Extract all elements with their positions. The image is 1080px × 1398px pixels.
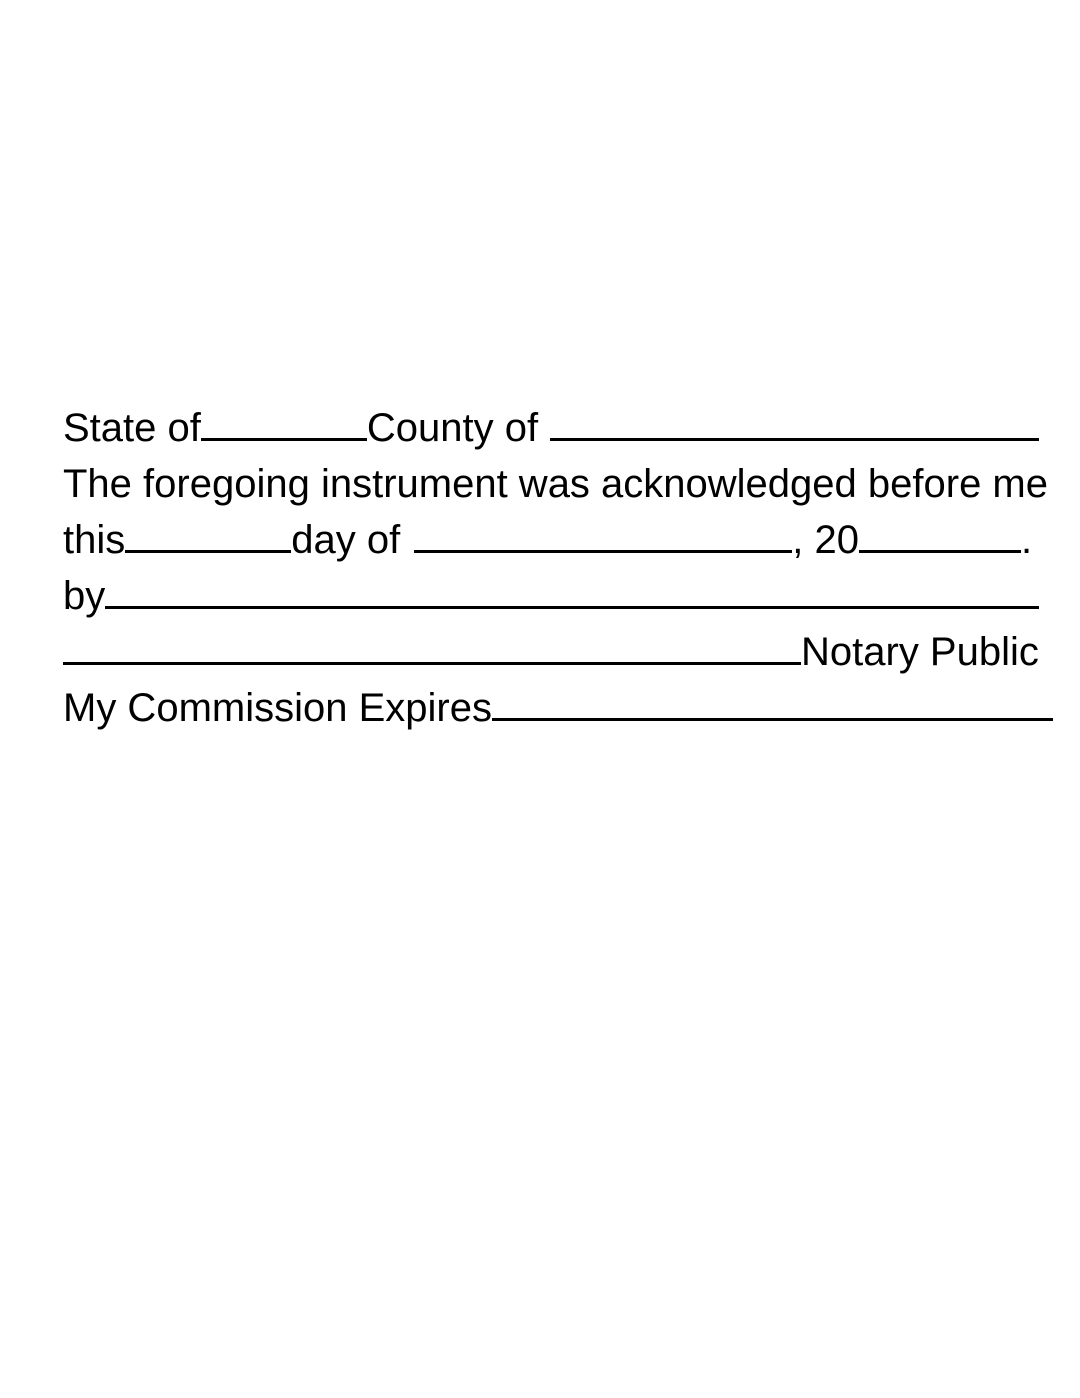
month-blank[interactable] xyxy=(414,512,792,553)
commission-label: My Commission Expires xyxy=(63,686,492,730)
state-blank[interactable] xyxy=(201,400,367,441)
state-label: State of xyxy=(63,406,201,450)
day-blank[interactable] xyxy=(125,512,291,553)
year-blank[interactable] xyxy=(859,512,1021,553)
county-blank[interactable] xyxy=(550,400,1039,441)
acknowledgment-line xyxy=(63,456,1053,512)
notary-signature-blank[interactable] xyxy=(63,624,801,665)
notary-acknowledgment-form xyxy=(63,400,1053,736)
year-prefix: , 20 xyxy=(792,518,859,562)
county-label: County of xyxy=(366,406,539,450)
notary-line xyxy=(63,624,1053,680)
day-of-label: day of xyxy=(291,518,401,562)
commission-expiry-blank[interactable] xyxy=(492,680,1053,721)
notary-public-label: Notary Public xyxy=(801,630,1039,674)
acknowledgment-text: The foregoing instrument was acknowledged before me xyxy=(63,462,1048,506)
period: . xyxy=(1020,518,1033,562)
by-line xyxy=(63,568,1053,624)
this-label: this xyxy=(63,518,126,562)
commission-line xyxy=(63,680,1053,736)
state-county-line xyxy=(63,400,1053,456)
date-line xyxy=(63,512,1053,568)
by-label: by xyxy=(63,574,106,618)
by-blank[interactable] xyxy=(105,568,1039,609)
